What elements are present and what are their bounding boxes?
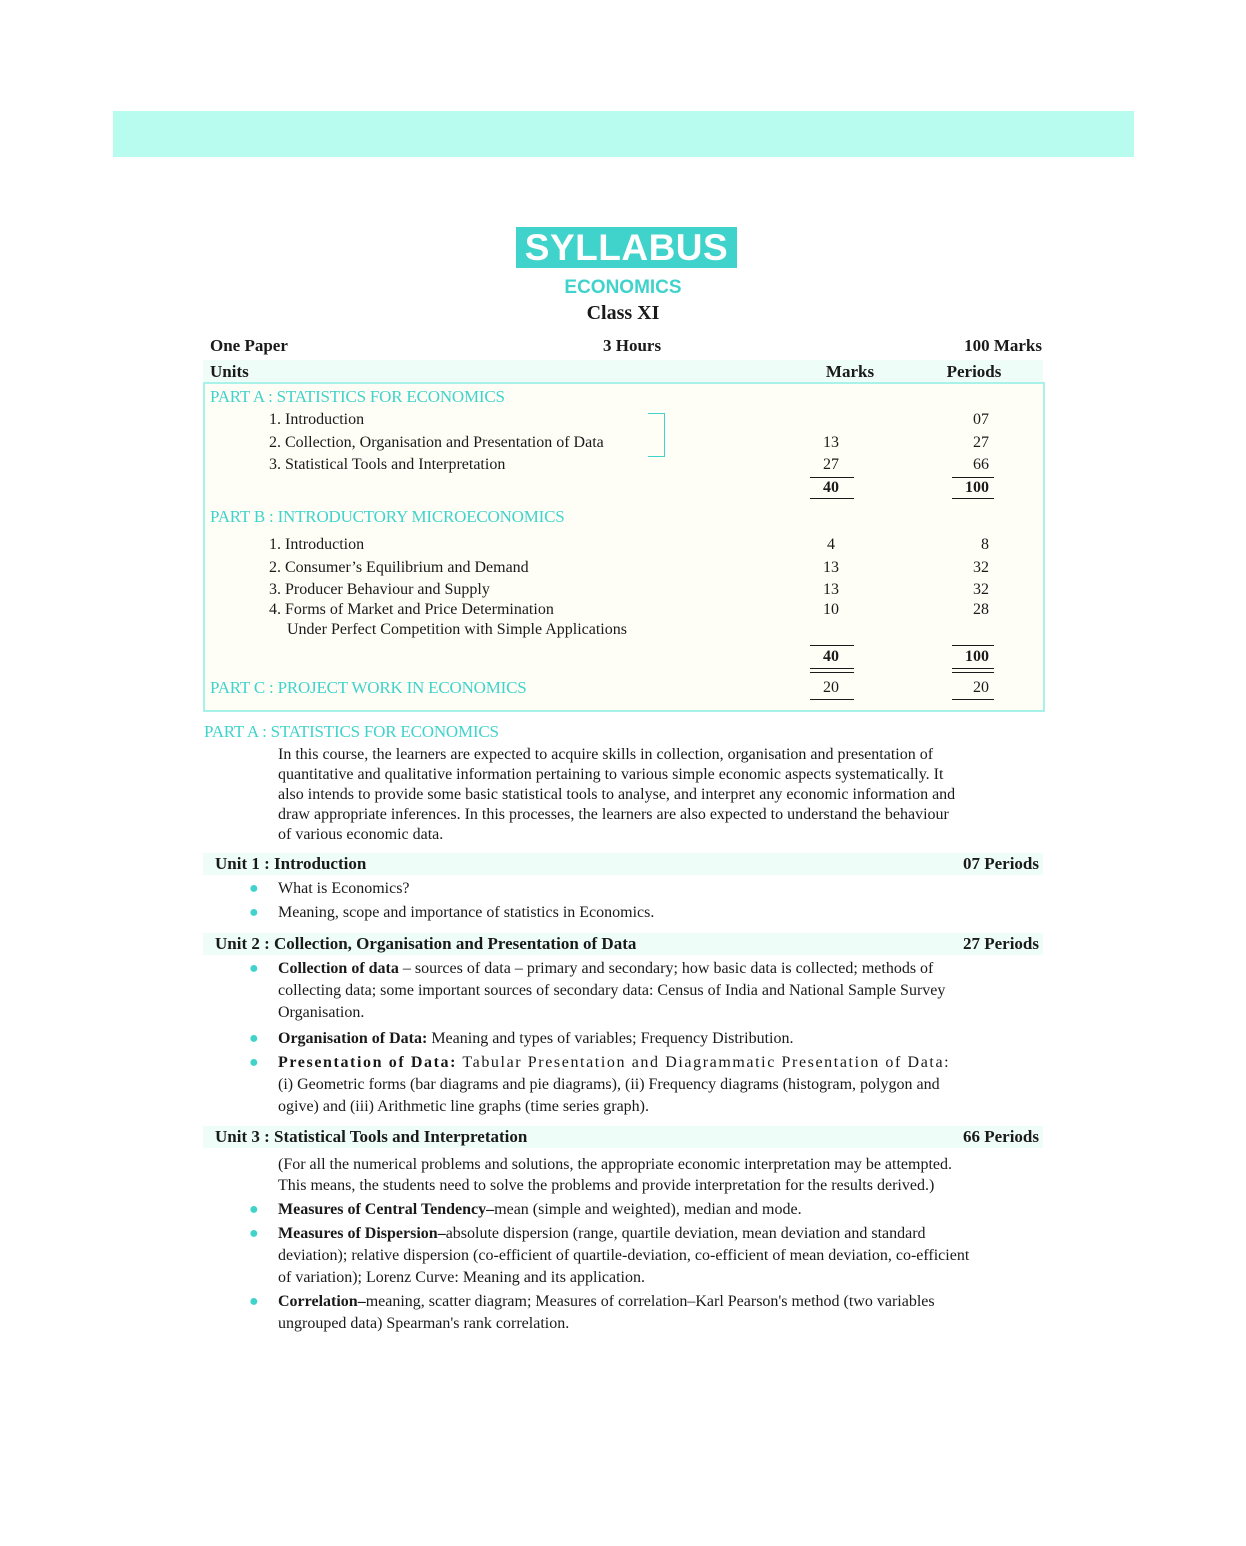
unit-3-periods: 66 Periods xyxy=(962,1127,1039,1146)
unit-1-periods: 07 Periods xyxy=(962,854,1039,873)
bullet-text: absolute dispersion (range, quartile deviation, mean deviation and standard xyxy=(445,1225,926,1242)
bullet-text: ogive) and (iii) Arithmetic line graphs (time series graph). xyxy=(278,1098,649,1115)
intro-line: In this course, the learners are expected to acquire skills in collection, organisation and presentation of xyxy=(278,746,934,763)
bullet-icon: ● xyxy=(249,904,259,921)
bullet-text: deviation); relative dispersion (co-efficient of quartile-deviation, co-efficient of mean deviation, co-efficient xyxy=(278,1247,970,1264)
part-a-total-marks: 40 xyxy=(823,479,839,496)
rule xyxy=(810,699,854,700)
bracket xyxy=(648,413,665,457)
unit-1-bullet-2: Meaning, scope and importance of statistics in Economics. xyxy=(278,904,655,921)
bullet-text: meaning, scatter diagram; Measures of correlation–Karl Pearson's method (two variables xyxy=(365,1293,935,1310)
bullet-icon: ● xyxy=(249,880,259,897)
part-b-row-2-periods: 32 xyxy=(973,559,989,576)
unit-2-bullet-1 xyxy=(278,958,1043,1024)
rule xyxy=(810,672,854,673)
intro-line: quantitative and qualitative information pertaining to various simple economic aspects systematically. It xyxy=(278,766,944,783)
bullet-icon: ● xyxy=(249,1225,259,1242)
note-line: (For all the numerical problems and solutions, the appropriate economic interpretation may be attempted. xyxy=(278,1156,953,1173)
class-title: Class XI xyxy=(586,302,660,324)
bullet-text: of variation); Lorenz Curve: Meaning and its application. xyxy=(278,1269,645,1286)
marks-label: 100 Marks xyxy=(964,336,1042,355)
top-band xyxy=(113,111,1134,157)
part-a-row-3: 3. Statistical Tools and Interpretation xyxy=(269,456,506,473)
section-a-title: PART A : STATISTICS FOR ECONOMICS xyxy=(204,722,499,741)
table-header-band xyxy=(203,360,1043,382)
part-b-row-4-marks: 10 xyxy=(823,601,839,618)
page-title: SYLLABUS xyxy=(516,227,737,268)
paper-label: One Paper xyxy=(210,336,288,355)
duration-label: 3 Hours xyxy=(603,336,662,355)
bullet-icon: ● xyxy=(249,1054,259,1071)
part-b-row-3-marks: 13 xyxy=(823,581,839,598)
unit-3-note xyxy=(278,1154,1043,1196)
part-b-total-periods: 100 xyxy=(965,648,989,665)
section-a-intro xyxy=(278,745,1043,845)
unit-2-title: Unit 2 : Collection, Organisation and Presentation of Data xyxy=(215,934,637,953)
bullet-icon: ● xyxy=(249,1293,259,1310)
unit-3-bullet-2 xyxy=(278,1223,1043,1289)
part-b-row-3: 3. Producer Behaviour and Supply xyxy=(269,581,490,598)
bullet-head: Measures of Dispersion– xyxy=(278,1225,446,1242)
note-line: This means, the students need to solve the problems and provide interpretation for the results derived.) xyxy=(278,1177,935,1194)
part-b-row-1-marks: 4 xyxy=(827,536,835,553)
rule xyxy=(952,498,994,499)
unit-1-title: Unit 1 : Introduction xyxy=(215,854,367,873)
intro-line: also intends to provide some basic statistical tools to analyse, and interpret any economic information and xyxy=(278,786,956,803)
subject-title: ECONOMICS xyxy=(564,277,682,298)
part-b-row-4: 4. Forms of Market and Price Determination xyxy=(269,601,554,618)
part-a-row-3-periods: 66 xyxy=(973,456,989,473)
unit-1-bullet-1: What is Economics? xyxy=(278,880,410,897)
part-b-row-3-periods: 32 xyxy=(973,581,989,598)
part-a-row-1: 1. Introduction xyxy=(269,411,365,428)
bullet-text: Organisation. xyxy=(278,1004,365,1021)
part-c-title: PART C : PROJECT WORK IN ECONOMICS xyxy=(210,678,527,697)
bullet-text: ungrouped data) Spearman's rank correlation. xyxy=(278,1315,570,1332)
bullet-text: (i) Geometric forms (bar diagrams and pie diagrams), (ii) Frequency diagrams (histogram, polygon and xyxy=(278,1076,940,1093)
bullet-icon: ● xyxy=(249,1030,259,1047)
bullet-icon: ● xyxy=(249,960,259,977)
rule xyxy=(952,668,994,669)
bullet-head: Presentation of Data: xyxy=(278,1054,458,1071)
part-a-row-2-periods: 27 xyxy=(973,434,989,451)
bullet-text: collecting data; some important sources of secondary data: Census of India and National Sample Survey xyxy=(278,982,946,999)
unit-2-periods: 27 Periods xyxy=(962,934,1039,953)
bullet-head: Collection of data xyxy=(278,960,399,977)
col-units: Units xyxy=(210,362,249,381)
part-a-row-2-marks: 13 xyxy=(823,434,839,451)
unit-2-bullet-3 xyxy=(278,1052,1043,1118)
part-b-row-4-periods: 28 xyxy=(973,601,989,618)
rule xyxy=(810,498,854,499)
unit-3-bullet-3 xyxy=(278,1291,1043,1335)
intro-line: draw appropriate inferences. In this processes, the learners are also expected to understand the behaviour xyxy=(278,806,949,823)
unit-2-bullet-2 xyxy=(278,1028,1043,1050)
rule xyxy=(952,672,994,673)
part-a-total-periods: 100 xyxy=(965,479,989,496)
part-a-row-2: 2. Collection, Organisation and Presentation of Data xyxy=(269,434,604,451)
part-b-row-2-marks: 13 xyxy=(823,559,839,576)
bullet-text: mean (simple and weighted), median and mode. xyxy=(494,1201,802,1218)
part-a-row-3-marks: 27 xyxy=(823,456,839,473)
unit-3-bullet-1 xyxy=(278,1199,1043,1221)
col-marks: Marks xyxy=(825,362,875,381)
bullet-head: Correlation– xyxy=(278,1293,366,1310)
part-c-marks: 20 xyxy=(823,679,839,696)
bullet-text: – sources of data – primary and secondary; how basic data is collected; methods of xyxy=(398,960,934,977)
part-c-periods: 20 xyxy=(973,679,989,696)
unit-3-title: Unit 3 : Statistical Tools and Interpretation xyxy=(215,1127,528,1146)
bullet-head: Organisation of Data: xyxy=(278,1030,428,1047)
bullet-text: Tabular Presentation and Diagrammatic Presentation of Data: xyxy=(457,1054,951,1071)
part-b-title: PART B : INTRODUCTORY MICROECONOMICS xyxy=(210,507,565,526)
col-periods: Periods xyxy=(946,362,1002,381)
part-b-row-2: 2. Consumer’s Equilibrium and Demand xyxy=(269,559,529,576)
bullet-head: Measures of Central Tendency– xyxy=(278,1201,495,1218)
part-b-total-marks: 40 xyxy=(823,648,839,665)
intro-line: of various economic data. xyxy=(278,826,444,843)
part-b-row-1-periods: 8 xyxy=(981,536,989,553)
rule xyxy=(810,668,854,669)
part-a-title: PART A : STATISTICS FOR ECONOMICS xyxy=(210,387,505,406)
bullet-icon: ● xyxy=(249,1201,259,1218)
part-b-row-1: 1. Introduction xyxy=(269,536,365,553)
bullet-text: Meaning and types of variables; Frequency Distribution. xyxy=(427,1030,794,1047)
part-b-row-4-cont: Under Perfect Competition with Simple Applications xyxy=(287,621,627,638)
rule xyxy=(952,699,994,700)
part-a-row-1-periods: 07 xyxy=(973,411,989,428)
